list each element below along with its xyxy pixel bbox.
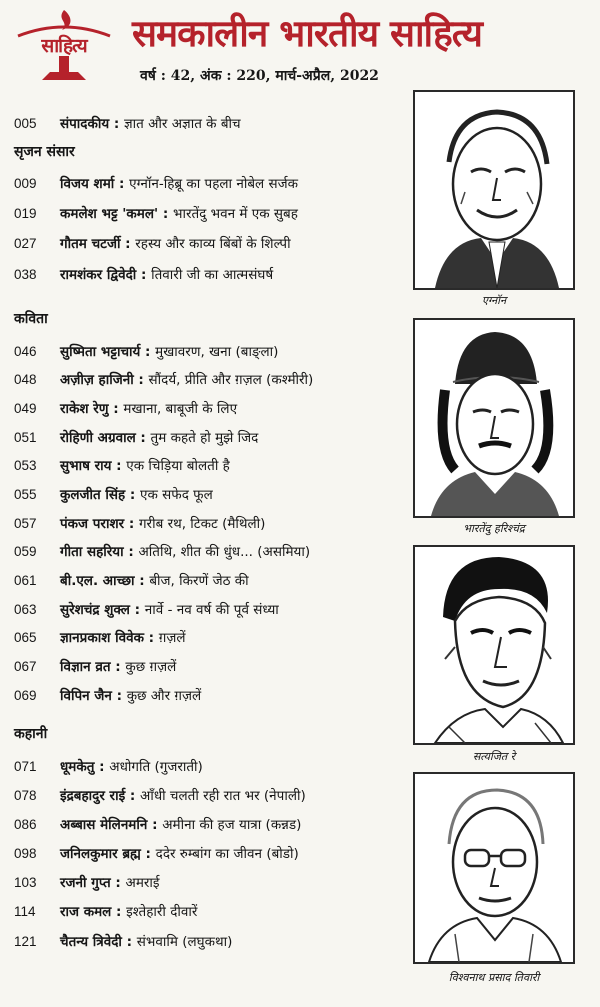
- entry-title: एक चिड़िया बोलती है: [126, 458, 230, 474]
- page-number: 059: [14, 544, 37, 559]
- author-name: गौतम चटर्जी: [60, 236, 121, 252]
- separator: :: [111, 904, 127, 920]
- separator: :: [109, 116, 124, 132]
- separator: :: [94, 759, 110, 775]
- separator: :: [121, 934, 137, 950]
- page-number: 049: [14, 401, 37, 416]
- page-number: 063: [14, 602, 37, 617]
- page-number: 009: [14, 176, 37, 191]
- entry-title: ग़ज़लें: [158, 630, 186, 646]
- author-name: चैतन्य त्रिवेदी: [60, 934, 122, 950]
- entry-title: अधोगति (गुजराती): [109, 759, 203, 775]
- toc-entry[interactable]: [14, 657, 176, 677]
- entry-title: संभवामि (लघुकथा): [136, 934, 233, 950]
- separator: :: [158, 206, 173, 222]
- separator: :: [124, 516, 139, 532]
- toc-entry[interactable]: [14, 844, 299, 864]
- portrait-sketch-icon: [415, 774, 573, 962]
- portrait-caption: एग्नॉन: [481, 294, 507, 307]
- page-number: 027: [14, 236, 37, 251]
- portrait-sketch-icon: [415, 92, 573, 288]
- toc-entry[interactable]: [14, 342, 278, 362]
- toc-entry[interactable]: [14, 234, 291, 254]
- toc-entry[interactable]: [14, 815, 301, 835]
- author-name: सुभाष राय: [60, 458, 112, 474]
- page-number: 057: [14, 516, 37, 531]
- section-heading: सृजन संसार: [14, 144, 75, 160]
- separator: :: [140, 846, 156, 862]
- author-name: ज्ञानप्रकाश विवेक: [60, 630, 144, 646]
- issue-line: वर्ष : 42, अंक : 220, मार्च-अप्रैल, 2022: [140, 68, 379, 84]
- portrait-satyajit-ray: [413, 545, 575, 745]
- entry-title: गरीब रथ, टिकट (मैथिली): [138, 516, 266, 532]
- toc-entry[interactable]: [14, 902, 197, 922]
- section-heading: कहानी: [14, 726, 48, 742]
- page-number: 071: [14, 759, 37, 774]
- author-name: जनिलकुमार ब्रह्म: [60, 846, 141, 862]
- author-name: कुलजीत सिंह: [60, 487, 126, 503]
- portrait-agnon: [413, 90, 575, 290]
- page-number: 103: [14, 875, 37, 890]
- entry-title: सौंदर्य, प्रीति और ग़ज़ल (कश्मीरी): [148, 372, 314, 388]
- portrait-sketch-icon: [415, 547, 573, 743]
- portrait-caption: विश्वनाथ प्रसाद तिवारी: [448, 971, 540, 984]
- toc-entry[interactable]: [14, 428, 258, 448]
- separator: :: [110, 875, 126, 891]
- separator: :: [134, 573, 150, 589]
- separator: :: [110, 659, 126, 675]
- author-name: सुष्मिता भट्टाचार्य: [60, 344, 141, 360]
- separator: :: [129, 602, 145, 618]
- entry-title: ददेर रुम्बांग का जीवन (बोडो): [155, 846, 299, 862]
- entry-title: मुखावरण, खना (बाङ्ला): [155, 344, 279, 360]
- author-name: अज़ीज़ हाजिनी: [60, 372, 134, 388]
- author-name: कमलेश भट्ट 'कमल': [60, 206, 159, 222]
- section-heading: कविता: [14, 311, 48, 327]
- toc-entry[interactable]: [14, 873, 160, 893]
- page-number: 121: [14, 934, 37, 949]
- toc-entry[interactable]: [14, 514, 265, 534]
- entry-title: इश्तेहारी दीवारें: [126, 904, 198, 920]
- author-name: रोहिणी अग्रवाल: [60, 430, 136, 446]
- author-name: विपिन जैन: [60, 688, 112, 704]
- entry-title: एक सफेद फूल: [140, 487, 213, 503]
- entry-title: अतिथि, शीत की धुंध... (असमिया): [138, 544, 311, 560]
- separator: :: [135, 430, 151, 446]
- page-number: 046: [14, 344, 37, 359]
- entry-title: कुछ और ग़ज़लें: [126, 688, 202, 704]
- page-number: 019: [14, 206, 37, 221]
- author-name: राकेश रेणु: [60, 401, 109, 417]
- toc-entry[interactable]: [14, 114, 241, 134]
- separator: :: [125, 487, 141, 503]
- author-name: सुरेशचंद्र शुक्ल: [60, 602, 130, 618]
- page-number: 069: [14, 688, 37, 703]
- page-number: 065: [14, 630, 37, 645]
- author-name: धूमकेतु: [60, 759, 95, 775]
- page-number: 051: [14, 430, 37, 445]
- page-number: 086: [14, 817, 37, 832]
- toc-entry[interactable]: [14, 265, 273, 285]
- author-name: राज कमल: [60, 904, 112, 920]
- page-number: 038: [14, 267, 37, 282]
- entry-title: ज्ञात और अज्ञात के बीच: [123, 116, 241, 132]
- portrait-vishwanath-tiwari: [413, 772, 575, 964]
- separator: :: [123, 544, 139, 560]
- magazine-title: समकालीन भारतीय साहित्य: [132, 11, 482, 55]
- portrait-caption: भारतेंदु हरिश्चंद्र: [463, 522, 525, 535]
- page-number: 061: [14, 573, 37, 588]
- author-name: गीता सहरिया: [60, 544, 124, 560]
- separator: :: [140, 344, 156, 360]
- entry-title: अमीना की हज यात्रा (कन्नड): [162, 817, 302, 833]
- entry-title: एग्नॉन-हिब्रू का पहला नोबेल सर्जक: [129, 176, 298, 192]
- page-number: 055: [14, 487, 37, 502]
- page-number: 053: [14, 458, 37, 473]
- portrait-sketch-icon: [415, 320, 573, 516]
- toc-entry[interactable]: [14, 174, 298, 194]
- separator: :: [108, 401, 124, 417]
- page-number: 048: [14, 372, 37, 387]
- separator: :: [111, 458, 127, 474]
- toc-entry[interactable]: [14, 204, 298, 224]
- author-name: अब्बास मेलिनमनि: [60, 817, 148, 833]
- author-name: बी.एल. आच्छा: [60, 573, 135, 589]
- entry-title: मखाना, बाबूजी के लिए: [123, 401, 238, 417]
- author-name: रामशंकर द्विवेदी: [60, 267, 137, 283]
- author-name: रजनी गुप्त: [60, 875, 111, 891]
- author-name: विजय शर्मा: [60, 176, 115, 192]
- separator: :: [114, 176, 130, 192]
- toc-entry[interactable]: [14, 370, 313, 390]
- entry-title: कुछ ग़ज़लें: [125, 659, 177, 675]
- author-name: इंद्रबहादुर राई: [60, 788, 126, 804]
- page-number: 078: [14, 788, 37, 803]
- separator: :: [143, 630, 159, 646]
- entry-title: नार्वे - नव वर्ष की पूर्व संध्या: [144, 602, 279, 618]
- toc-entry[interactable]: [14, 456, 230, 476]
- page-number: 005: [14, 116, 37, 131]
- toc-entry[interactable]: [14, 542, 310, 562]
- entry-title: भारतेंदु भवन में एक सुबह: [172, 206, 298, 222]
- portrait-bharatendu: [413, 318, 575, 518]
- toc-entry[interactable]: [14, 686, 201, 706]
- portrait-caption: सत्यजित रे: [472, 750, 516, 763]
- page-number: 067: [14, 659, 37, 674]
- toc-entry[interactable]: [14, 571, 249, 591]
- page-number: 098: [14, 846, 37, 861]
- entry-title: तिवारी जी का आत्मसंघर्ष: [151, 267, 274, 283]
- entry-title: अमराई: [125, 875, 160, 891]
- separator: :: [125, 788, 141, 804]
- toc-entry[interactable]: [14, 932, 232, 952]
- author-name: संपादकीय: [60, 116, 110, 132]
- masthead: [0, 0, 600, 100]
- toc-entry[interactable]: [14, 628, 186, 648]
- separator: :: [120, 236, 136, 252]
- logo-text: साहित्य: [41, 35, 87, 57]
- author-name: पंकज पराशर: [60, 516, 125, 532]
- separator: :: [111, 688, 127, 704]
- page-number: 114: [14, 904, 36, 919]
- entry-title: तुम कहते हो मुझे जिद: [150, 430, 259, 446]
- separator: :: [133, 372, 149, 388]
- sahitya-logo: [12, 6, 116, 88]
- toc-entry[interactable]: [14, 485, 213, 505]
- toc-entry[interactable]: [14, 600, 279, 620]
- toc-entry[interactable]: [14, 399, 237, 419]
- entry-title: बीज, किरणें जेठ की: [149, 573, 249, 589]
- separator: :: [147, 817, 163, 833]
- toc-entry[interactable]: [14, 786, 306, 806]
- separator: :: [136, 267, 152, 283]
- toc-entry[interactable]: [14, 757, 203, 777]
- entry-title: आँधी चलती रही रात भर (नेपाली): [140, 788, 306, 804]
- entry-title: रहस्य और काव्य बिंबों के शिल्पी: [135, 236, 291, 252]
- author-name: विज्ञान व्रत: [60, 659, 111, 675]
